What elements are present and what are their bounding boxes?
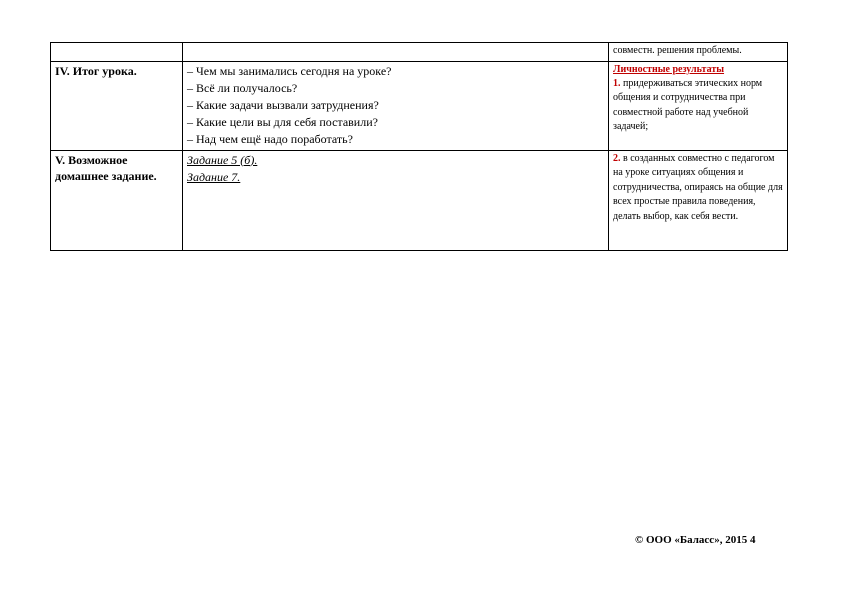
stage-cell	[51, 150, 183, 250]
item-text: в созданных совместно с педагогом на уроке ситуациях общения и сотрудничества, опираясь на общие для всех простые правила поведения, делать выбор, как себя вести.	[613, 152, 783, 222]
cell-text: совместн. решения проблемы.	[613, 45, 742, 56]
table-cell	[183, 43, 609, 62]
content-cell	[183, 61, 609, 150]
homework-task: Задание 5 (б).	[187, 152, 258, 167]
question-item: – Какие цели вы для себя поставили?	[187, 114, 378, 129]
results-cell	[609, 61, 788, 150]
results-heading: Личностные результаты	[613, 63, 725, 75]
table-row	[51, 61, 788, 150]
table-row	[51, 150, 788, 250]
content-cell	[183, 150, 609, 250]
question-item: – Чем мы занимались сегодня на уроке?	[187, 63, 392, 78]
item-number: 2.	[613, 152, 621, 164]
item-number: 1.	[613, 77, 621, 89]
results-cell	[609, 150, 788, 250]
table-cell	[609, 43, 788, 62]
table-cell	[51, 43, 183, 62]
result-item	[613, 77, 783, 135]
question-item: – Над чем ещё надо поработать?	[187, 131, 353, 146]
stage-title: IV. Итог урока.	[55, 63, 137, 78]
table-row	[51, 43, 788, 62]
question-item: – Какие задачи вызвали затруднения?	[187, 97, 379, 112]
question-item: – Всё ли получалось?	[187, 80, 298, 95]
lesson-table	[50, 42, 788, 251]
stage-cell	[51, 61, 183, 150]
homework-task: Задание 7.	[187, 169, 241, 184]
item-text: придерживаться этических норм общения и сотрудничества при совместной работе над учебной задачей;	[613, 77, 763, 132]
page-footer: © ООО «Баласс», 2015 4	[635, 534, 756, 546]
stage-title: V. Возможное домашнее задание.	[55, 152, 157, 183]
result-item	[613, 152, 783, 225]
